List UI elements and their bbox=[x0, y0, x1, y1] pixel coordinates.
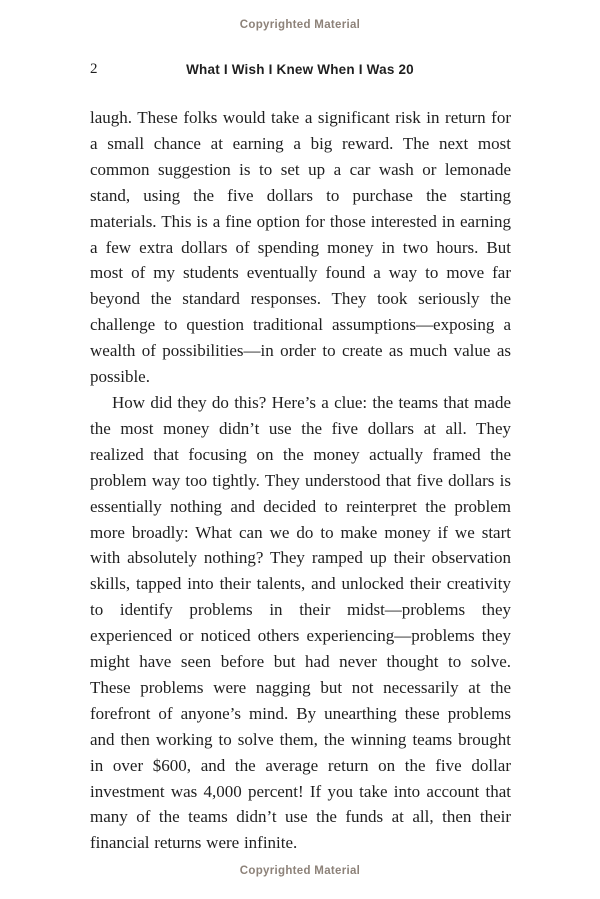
page-number: 2 bbox=[90, 61, 98, 77]
paragraph-2: How did they do this? Here’s a clue: the teams that made the most money didn’t use the five dollars at all. They realized that focusing on the money actually framed the problem way too tightly. They understood that five dollars is essentially nothing and decided to reinterpret the problem more broadly: What can we do to make money if we start with absolutely nothing? They ramped up their observation skills, tapped into their talents, and unlocked their creativity to identify problems in their midst—problems they experienced or noticed others experiencing—problems they might have seen before but had never thought to solve. These problems were nagging but not necessarily at the forefront of anyone’s mind. By unearthing these problems and then working to solve them, the winning teams brought in over $600, and the average return on the five dollar investment was 4,000 percent! If you take into account that many of the teams didn’t use the funds at all, then their financial returns were infinite. bbox=[90, 392, 511, 853]
running-header-title: What I Wish I Knew When I Was 20 bbox=[186, 62, 414, 77]
paragraph-1: laugh. These folks would take a significant risk in return for a small chance at earning a big reward. The next most common suggestion is to set up a car wash or lemonade stand, using the five dollars to purchase the starting materials. This is a fine option for those interested in earning a few extra dollars of spending money in two hours. But most of my students eventually found a way to move far beyond the standard responses. They took seriously the challenge to question traditional assumptions—exposing a wealth of possibilities—in order to create as much value as possible. bbox=[90, 108, 511, 387]
body-text-block bbox=[90, 105, 511, 856]
running-header bbox=[90, 61, 510, 79]
copyright-notice-top: Copyrighted Material bbox=[239, 19, 361, 31]
copyright-notice-bottom: Copyrighted Material bbox=[239, 865, 361, 877]
